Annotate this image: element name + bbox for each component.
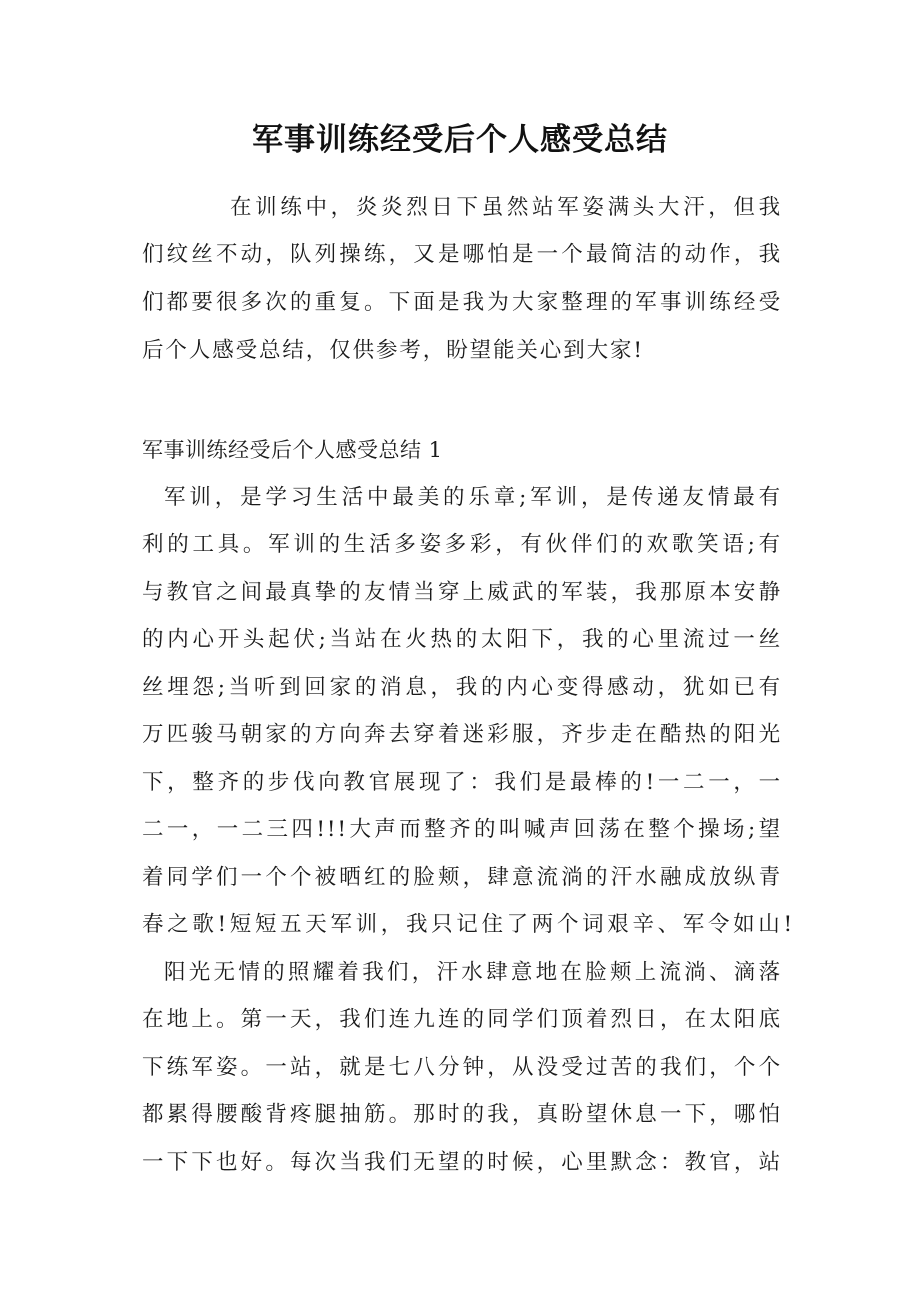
intro-line-4: 后个人感受总结，仅供参考，盼望能关心到大家!	[142, 338, 644, 363]
paragraph-line: 着同学们一个个被晒红的脸颊，肆意流淌的汗水融成放纵青	[142, 865, 782, 890]
paragraph-line: 利的工具。军训的生活多姿多彩，有伙伴们的欢歌笑语;有	[142, 532, 782, 557]
paragraph-line: 春之歌!短短五天军训，我只记住了两个词艰辛、军令如山!	[142, 912, 794, 937]
paragraph-line: 军训，是学习生活中最美的乐章;军训，是传递友情最有	[164, 485, 782, 510]
section-heading: 军事训练经受后个人感受总结 1	[142, 438, 443, 462]
paragraph-line: 与教官之间最真挚的友情当穿上威武的军装，我那原本安静	[142, 580, 782, 605]
paragraph-line: 阳光无情的照耀着我们，汗水肆意地在脸颊上流淌、滴落	[164, 960, 782, 985]
paragraph-line: 下，整齐的步伐向教官展现了：我们是最棒的!一二一，一	[142, 770, 782, 795]
paragraph-line: 丝埋怨;当听到回家的消息，我的内心变得感动，犹如已有	[142, 675, 782, 700]
document-title: 军事训练经受后个人感受总结	[252, 122, 668, 158]
intro-line-1: 在训练中，炎炎烈日下虽然站军姿满头大汗，但我	[230, 195, 782, 220]
paragraph-line: 的内心开头起伏;当站在火热的太阳下，我的心里流过一丝	[142, 627, 782, 652]
intro-line-3: 们都要很多次的重复。下面是我为大家整理的军事训练经受	[142, 290, 782, 315]
paragraph-line: 都累得腰酸背疼腿抽筋。那时的我，真盼望休息一下，哪怕	[142, 1102, 782, 1127]
paragraph-line: 二一，一二三四!!!大声而整齐的叫喊声回荡在整个操场;望	[142, 817, 782, 842]
paragraph-line: 一下下也好。每次当我们无望的时候，心里默念：教官，站	[142, 1150, 782, 1175]
intro-line-2: 们纹丝不动，队列操练，又是哪怕是一个最简洁的动作，我	[142, 242, 782, 267]
paragraph-line: 在地上。第一天，我们连九连的同学们顶着烈日，在太阳底	[142, 1007, 782, 1032]
paragraph-line: 下练军姿。一站，就是七八分钟，从没受过苦的我们，个个	[142, 1055, 782, 1080]
paragraph-line: 万匹骏马朝家的方向奔去穿着迷彩服，齐步走在酷热的阳光	[142, 722, 782, 747]
